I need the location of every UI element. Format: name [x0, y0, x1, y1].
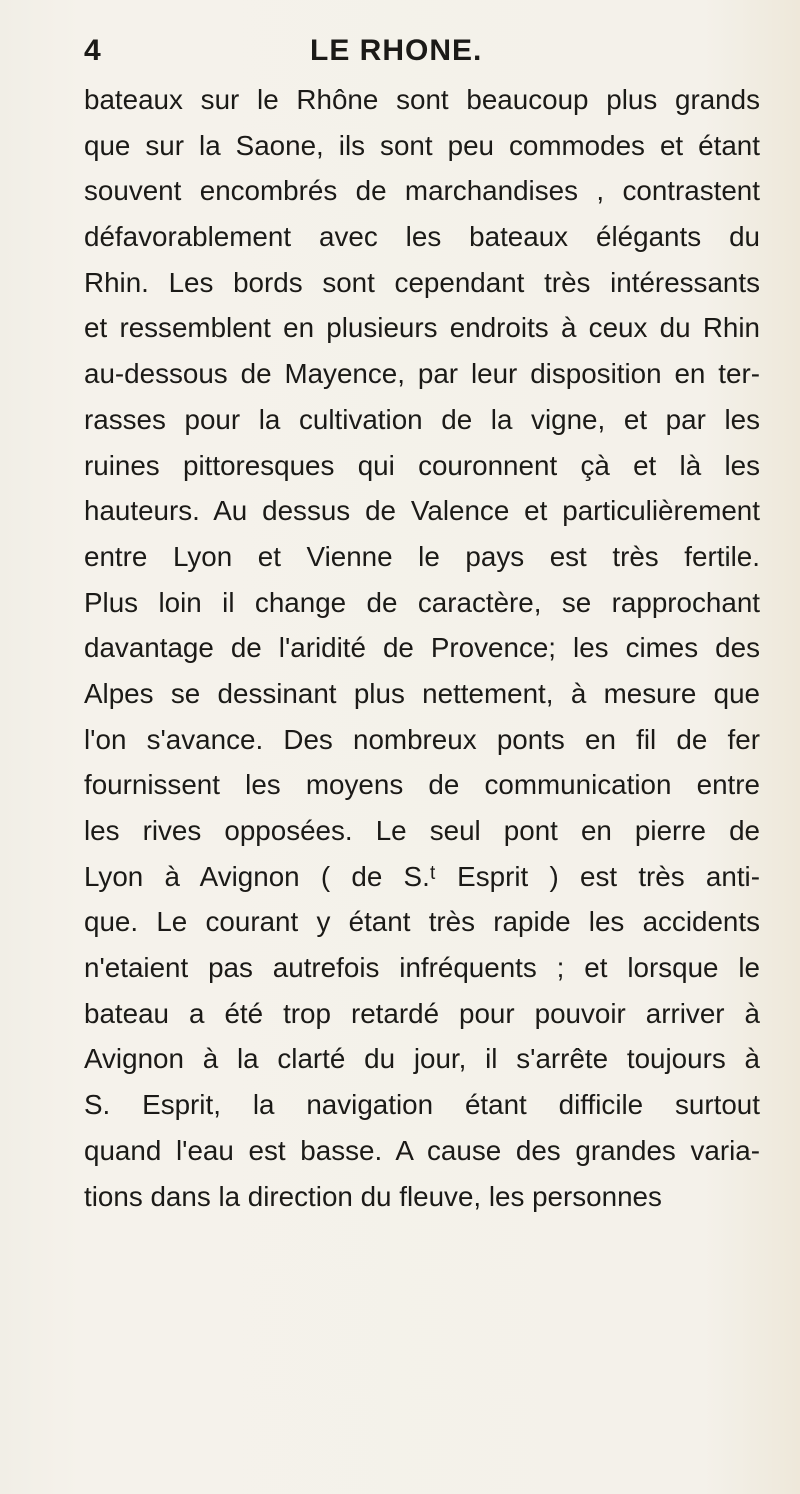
text-line-19: que. Le courant y étant très rapide les accidents: [84, 906, 760, 938]
text-line-5: Rhin. Les bords sont cependant très intéressants: [84, 266, 760, 298]
text-line-23: S. Esprit, la navigation étant difficile surtout: [84, 1089, 760, 1121]
text-line-7: au-dessous de Mayence, par leur disposition en ter-: [84, 358, 760, 390]
text-line-1: bateaux sur le Rhône sont beaucoup plus grands: [84, 84, 760, 115]
text-line-9: ruines pittoresques qui couronnent çà et là les: [84, 449, 760, 481]
text-line-14: Alpes se dessinant plus nettement, à mesure que: [84, 677, 760, 709]
text-line-24: quand l'eau est basse. A cause des grandes varia-: [84, 1134, 760, 1166]
body-text: [84, 77, 760, 1219]
text-line-10: hauteurs. Au dessus de Valence et particulièrement: [84, 495, 760, 527]
text-line-6: et ressemblent en plusieurs endroits à ceux du Rhin: [84, 312, 760, 344]
text-line-8: rasses pour la cultivation de la vigne, et par les: [84, 403, 760, 435]
text-line-12: Plus loin il change de caractère, se rapprochant: [84, 586, 760, 618]
text-line-20: n'etaient pas autrefois infréquents ; et lorsque le: [84, 952, 760, 984]
text-line-18: Lyon à Avignon ( de S.ᵗ Esprit ) est très anti-: [84, 860, 760, 892]
text-line-4: défavorablement avec les bateaux élégants du: [84, 221, 760, 253]
text-line-25: tions dans la direction du fleuve, les personnes: [84, 1180, 662, 1212]
text-line-13: davantage de l'aridité de Provence; les cimes des: [84, 632, 760, 664]
text-line-22: Avignon à la clarté du jour, il s'arrête toujours à: [84, 1043, 760, 1075]
page-number: 4: [84, 34, 101, 67]
text-line-3: souvent encombrés de marchandises , contrastent: [84, 175, 760, 207]
text-line-11: entre Lyon et Vienne le pays est très fertile.: [84, 540, 760, 572]
text-line-16: fournissent les moyens de communication entre: [84, 769, 760, 801]
text-line-21: bateau a été trop retardé pour pouvoir arriver à: [84, 997, 760, 1029]
text-line-2: que sur la Saone, ils sont peu commodes et étant: [84, 129, 760, 161]
running-head: LE RHONE.: [310, 34, 483, 67]
text-line-15: l'on s'avance. Des nombreux ponts en fil de fer: [84, 723, 760, 755]
text-line-17: les rives opposées. Le seul pont en pierre de: [84, 815, 760, 846]
